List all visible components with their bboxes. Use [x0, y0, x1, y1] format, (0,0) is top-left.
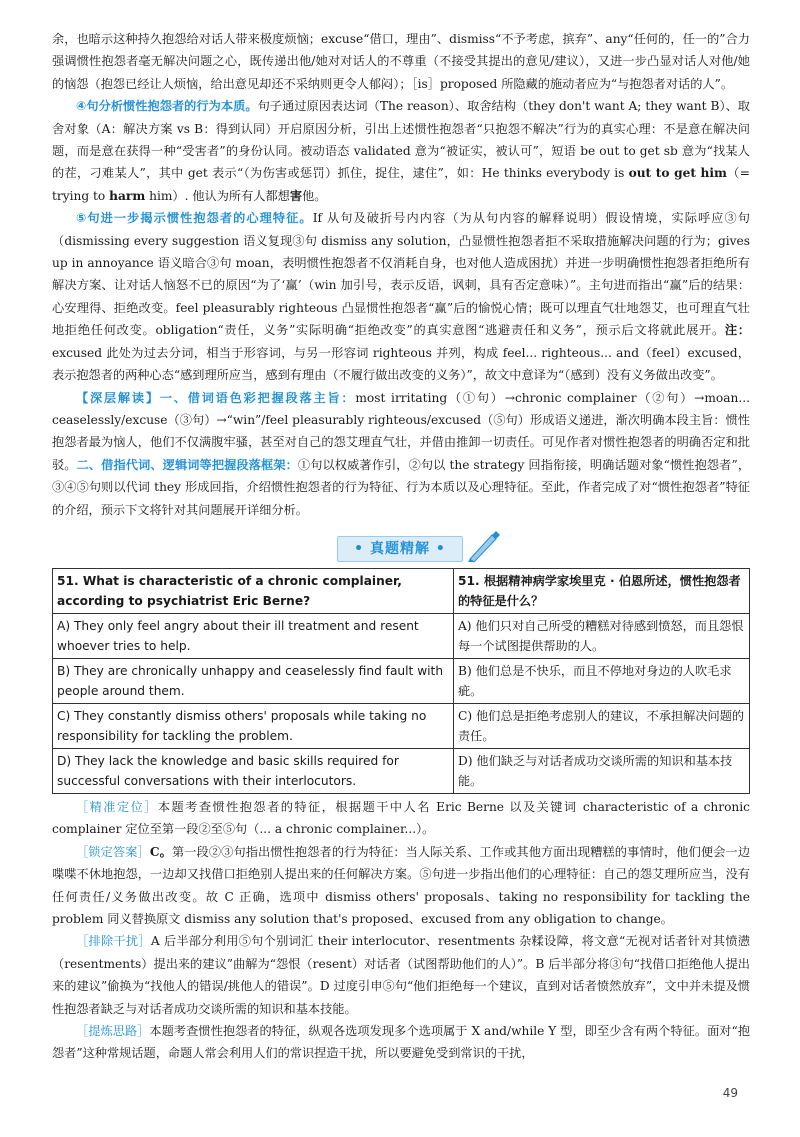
option-c-en: C) They constantly dismiss others' proposals while taking no responsibility for tackling the problem.	[53, 704, 454, 749]
answer-explanation	[52, 796, 750, 1065]
banner-label: • 真题精解 •	[337, 536, 463, 562]
refine-approach: ［提炼思路］本题考查惯性抱怨者的特征，纵观各选项发现多个选项属于 X and/while Y 型，即至少含有两个特征。面对“抱怨者”这种常规话题，命题人常会利用人们的常识捏造干扰，所以要避免受到常识的干扰，	[52, 1024, 751, 1061]
paragraph-1: 余，也暗示这种持久抱怨给对话人带来极度烦恼；excuse“借口，理由”、dismiss“不予考虑，摈弃”、any“任何的，任一的”合力强调惯性抱怨者毫无解决问题之心，既传递出他/她对对话人的不尊重（不接受其提出的意见/建议），又进一步凸显对话人对他/她的恼怨（抱怨已经让人烦恼，给出意见却还不采纳则更令人郁闷）；［is］proposed 所隐藏的施动者应为“与抱怨者对话的人”。	[52, 32, 750, 91]
option-a-zh: A) 他们只对自己所受的糟糕对待感到愤怒，而且怨恨每一个试图提供帮助的人。	[454, 614, 750, 659]
pen-icon	[466, 529, 502, 563]
answer-letter: C。	[149, 844, 172, 859]
option-d-zh: D) 他们缺乏与对话者成功交谈所需的知识和基本技能。	[454, 749, 750, 794]
option-row-b	[53, 659, 750, 704]
sentence-5-heading: ⑤句进一步揭示惯性抱怨者的心理特征。	[76, 211, 313, 226]
analysis-text	[52, 28, 750, 521]
question-table	[52, 568, 750, 794]
locked-answer: ［锁定答案］C。第一段②③句指出惯性抱怨者的行为特征：当人际关系、工作或其他方面出现糟糕的事情时，他们便会一边喋喋不休地抱怨，一边却又找借口拒绝别人提出来的任何解决方案。⑤句进一步指出他们的心理特征：自己的怨艾理所应当，没有任何责任/义务做出改变。故 C 正确，选项中 dismiss others' proposals、taking no responsibility for tackling the problem 同义替换原文 dismiss any solution that's proposed、excused from any obligation to change。	[52, 844, 751, 927]
deep-reading-tag: 【深层解读】	[76, 390, 160, 405]
option-row-a	[53, 614, 750, 659]
paragraph-2: ④句分析惯性抱怨者的行为本质。句子通过原因表达词（The reason）、取舍结构（they don't want A; they want B）、取舍对象（A：解决方案 vs B：得到认同）开启原因分析，引出上述惯性抱怨者“只抱怨不解决”行为的真实心理：不是意在解决问题，而是意在获得一种“受害者”的身份认同。被动语态 validated 意为“被证实，被认可”，短语 be out to get sb 意为“找某人的茬，刁难某人”，其中 get 表示“（为伤害或惩罚）抓住，捉住，逮住”，如：He thinks everybody is out to get him（= trying to harm him）. 他认为所有人都想害他。	[52, 99, 750, 203]
sentence-4-heading: ④句分析惯性抱怨者的行为本质。	[76, 99, 258, 114]
option-row-d	[53, 749, 750, 794]
option-b-zh: B) 他们总是不快乐，而且不停地对身边的人吹毛求疵。	[454, 659, 750, 704]
option-row-c	[53, 704, 750, 749]
option-c-zh: C) 他们总是拒绝考虑别人的建议，不承担解决问题的责任。	[454, 704, 750, 749]
eliminate-distractors: ［排除干扰］A 后半部分利用⑤句个别词汇 their interlocutor、resentments 杂糅设障，将文意“无视对话者针对其愤懑（resentments）提出来的建议”曲解为“怨恨（resent）对话者（试图帮助他们的人）”。B 后半部分将③句“找借口拒绝他人提出来的建议”偷换为“找他人的错误/挑他人的错误”。D 过度引申⑤句“他们拒绝每一个建议，直到对话者愤然放弃”，文中并未提及惯性抱怨者缺乏与对话者成功交谈所需的知识和基本技能。	[52, 934, 751, 1016]
paragraph-3: ⑤句进一步揭示惯性抱怨者的心理特征。If 从句及破折号内内容（为从句内容的解释说明）假设情境，实际呼应③句（dismissing every suggestion 语义复现③句 dismiss any solution，凸显惯性抱怨者拒不采取措施解决问题的行为；gives up in annoyance 语义暗合③句 moan，表明惯性抱怨者不仅消耗自身，也对他人造成困扰）并进一步明确惯性抱怨者拒绝所有解决方案、让对话人恼怒不已的原因“为了‘赢’（win 加引号，表示反语，讽刺，具有否定意味）”。主句进而指出“赢”后的结果：心安理得、拒绝改变。feel pleasurably righteous 凸显惯性抱怨者“赢”后的愉悦心情；既可以理直气壮地怨艾，也可理直气壮地拒绝任何改变。obligation“责任，义务”实际明确“拒绝改变”的真实意图“逃避责任和义务”，预示后文将就此展开。注：excused 此处为过去分词，相当于形容词，与另一形容词 righteous 并列，构成 feel... righteous... and（feel）excused，表示抱怨者的两种心态“感到理所应当，感到有理由（不履行做出改变的义务）”，故文中意译为“（感到）没有义务做出改变”。	[52, 211, 750, 383]
page-number: 49	[722, 1086, 738, 1100]
option-b-en: B) They are chronically unhappy and ceaselessly find fault with people around them.	[53, 659, 454, 704]
option-a-en: A) They only feel angry about their ill treatment and resent whoever tries to help.	[53, 614, 454, 659]
option-d-en: D) They lack the knowledge and basic skills required for successful conversations with their interlocutors.	[53, 749, 454, 794]
precise-location: ［精准定位］本题考查惯性抱怨者的特征，根据题干中人名 Eric Berne 以及关键词 characteristic of a chronic complainer 定位至第一段②至⑤句（... a chronic complainer...）。	[52, 800, 751, 837]
question-zh: 51. 根据精神病学家埃里克 · 伯恩所述，惯性抱怨者的特征是什么？	[454, 569, 750, 614]
deep-reading: 【深层解读】一、借词语色彩把握段落主旨：most irritating（①句）→chronic complainer（②句）→moan... ceaselessly/excuse（③句）→“win”/feel pleasurably righteous/excused（⑤句）形成语义递进，渐次明确本段主旨：惯性抱怨者最为恼人，他们不仅满腹牢骚，甚至对自己的怨艾理直气壮，并借由推卸一切责任。可见作者对惯性抱怨者的明确否定和批驳。二、借指代词、逻辑词等把握段落框架：①句以权威著作引，②句以 the strategy 回指衔接，明确话题对象“惯性抱怨者”，③④⑤句则以代词 they 形成回指，介绍惯性抱怨者的行为特征、行为本质以及心理特征。至此，作者完成了对“惯性抱怨者”特征的介绍，预示下文将针对其问题展开详细分析。	[52, 390, 751, 517]
question-row	[53, 569, 750, 614]
question-en: 51. What is characteristic of a chronic complainer, according to psychiatrist Eric Berne?	[53, 569, 454, 614]
section-banner	[0, 536, 800, 566]
